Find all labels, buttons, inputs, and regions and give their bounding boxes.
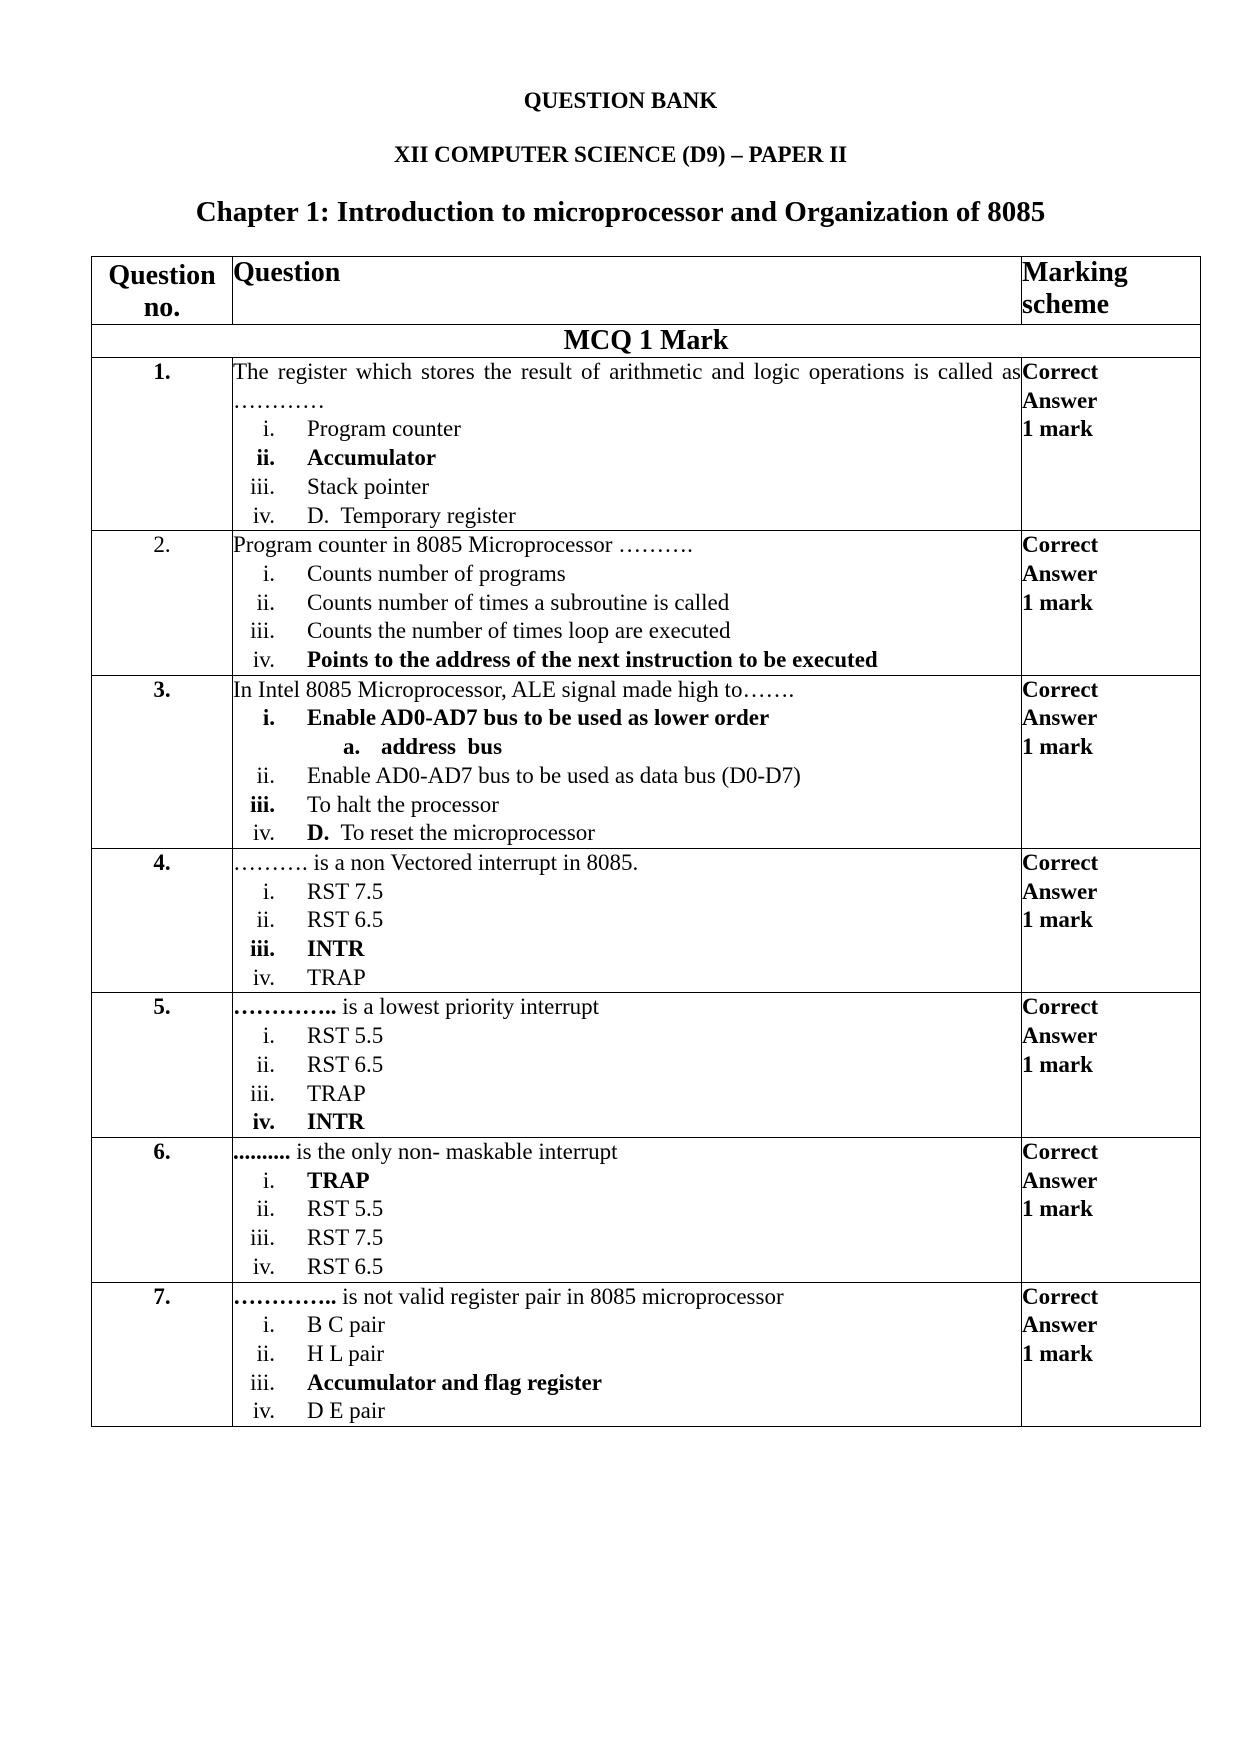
- marking-line: Correct: [1022, 532, 1099, 558]
- marking-line: Correct: [1022, 849, 1099, 875]
- option-text: To halt the processor: [307, 791, 499, 817]
- question-cell: [233, 358, 1022, 531]
- marking-scheme-cell: [1022, 531, 1201, 676]
- option-number: iv.: [252, 1253, 275, 1279]
- option-number: i.: [262, 1167, 275, 1193]
- question-stem: [233, 1138, 1021, 1167]
- marking-line: 1 mark: [1022, 1196, 1093, 1222]
- option-correct: [233, 935, 1021, 964]
- option-text: Counts number of times a subroutine is called: [307, 589, 730, 615]
- option-text: Counts the number of times loop are executed: [307, 618, 731, 644]
- question-table: [91, 256, 1201, 1427]
- stem-text: is a lowest priority interrupt: [342, 994, 600, 1020]
- option-correct: [233, 1167, 1021, 1196]
- option: [233, 560, 1021, 589]
- marking-line: Correct: [1022, 1138, 1099, 1164]
- question-cell: [233, 675, 1022, 848]
- question-stem: ………. is a non Vectored interrupt in 8085.: [233, 849, 639, 875]
- option-number: iii.: [250, 1225, 275, 1251]
- option-correct: [233, 444, 1021, 473]
- section-heading: MCQ 1 Mark: [92, 325, 1201, 358]
- option-number: i.: [262, 705, 275, 731]
- option-correct: [233, 1369, 1021, 1398]
- option-number: iv.: [252, 1109, 275, 1135]
- option-text: TRAP: [307, 964, 366, 990]
- option: [233, 1253, 1021, 1282]
- option-number: iv.: [252, 647, 275, 673]
- option-number: ii.: [256, 762, 275, 788]
- option-correct: [233, 646, 1021, 675]
- option-text: Accumulator and flag register: [307, 1369, 602, 1395]
- option: [233, 502, 1021, 531]
- option-number: iii.: [250, 791, 275, 817]
- question-number: 5.: [92, 993, 233, 1138]
- question-cell: [233, 848, 1022, 993]
- marking-line: 1 mark: [1022, 589, 1093, 615]
- option: [233, 617, 1021, 646]
- option-text: TRAP: [307, 1080, 366, 1106]
- option-prefix: D.: [307, 502, 330, 528]
- question-stem: The register which stores the result of arithmetic and logic operations is called as …………: [233, 359, 1021, 413]
- option-number: ii.: [256, 589, 275, 615]
- option-number: iii.: [250, 1080, 275, 1106]
- option: [233, 878, 1021, 907]
- marking-line: Correct: [1022, 676, 1099, 702]
- option-text: Enable AD0-AD7 bus to be used as data bus (D0-D7): [307, 762, 801, 788]
- option-text: D E pair: [307, 1398, 385, 1424]
- question-cell: [233, 1282, 1022, 1427]
- marking-scheme-cell: [1022, 848, 1201, 993]
- option-number: iv.: [252, 502, 275, 528]
- option: [233, 819, 1021, 848]
- option-number: iii.: [250, 1369, 275, 1395]
- option-text: RST 6.5: [307, 1051, 384, 1077]
- table-row: [92, 531, 1201, 676]
- document-title: QUESTION BANK: [523, 88, 718, 113]
- option: [233, 473, 1021, 502]
- option-text-wrap: [275, 819, 595, 848]
- marking-line: Answer: [1022, 1023, 1098, 1049]
- question-number: 1.: [92, 358, 233, 531]
- option-number: iv.: [252, 1398, 275, 1424]
- option: [233, 906, 1021, 935]
- option-text: Enable AD0-AD7 bus to be used as lower order: [307, 705, 770, 731]
- table-row: [92, 675, 1201, 848]
- option-number: i.: [262, 1023, 275, 1049]
- stem-lead: ..........: [233, 1138, 291, 1164]
- question-number: 2.: [92, 531, 233, 676]
- option-text: Accumulator: [307, 445, 437, 471]
- option: [233, 964, 1021, 993]
- option-number: iii.: [250, 473, 275, 499]
- stem-text: is the only non- maskable interrupt: [296, 1138, 618, 1164]
- option: [233, 762, 1021, 791]
- option-number: iv.: [252, 820, 275, 846]
- option-prefix: D.: [307, 820, 330, 846]
- option-number: ii.: [256, 1051, 275, 1077]
- option: [233, 415, 1021, 444]
- chapter-heading: Chapter 1: Introduction to microprocessor and Organization of 8085: [195, 196, 1046, 228]
- marking-line: Answer: [1022, 705, 1098, 731]
- marking-scheme-cell: [1022, 993, 1201, 1138]
- option-text: Counts number of programs: [307, 560, 566, 586]
- marking-line: Answer: [1022, 560, 1098, 586]
- option: [233, 1080, 1021, 1109]
- table-row: [92, 1282, 1201, 1427]
- option-text: RST 6.5: [307, 1253, 384, 1279]
- question-number: 4.: [92, 848, 233, 993]
- option-text: Stack pointer: [307, 473, 429, 499]
- option: [233, 1397, 1021, 1426]
- question-cell: [233, 1137, 1022, 1282]
- section-row: [92, 325, 1201, 358]
- marking-line: Correct: [1022, 359, 1099, 384]
- option-continuation: [233, 733, 1021, 762]
- option: [233, 1224, 1021, 1253]
- option-text: Program counter: [307, 416, 461, 442]
- option-text: H L pair: [307, 1340, 385, 1366]
- question-cell: [233, 531, 1022, 676]
- marking-scheme-cell: [1022, 1137, 1201, 1282]
- marking-scheme-cell: [1022, 1282, 1201, 1427]
- option: [233, 1195, 1021, 1224]
- marking-line: Answer: [1022, 387, 1098, 413]
- table-row: [92, 848, 1201, 993]
- option-text: Temporary register: [340, 502, 516, 528]
- option: [233, 1340, 1021, 1369]
- option-number: ii.: [256, 445, 275, 471]
- option: [233, 1051, 1021, 1080]
- option: [233, 1311, 1021, 1340]
- question-stem: [233, 993, 1021, 1022]
- marking-line: 1 mark: [1022, 1340, 1093, 1366]
- marking-line: Correct: [1022, 1283, 1099, 1309]
- option-text: B C pair: [307, 1312, 385, 1338]
- header-question-no: Question no.: [92, 257, 233, 325]
- option-text: RST 5.5: [307, 1196, 384, 1222]
- document-subtitle: XII COMPUTER SCIENCE (D9) – PAPER II: [393, 142, 848, 167]
- question-number: 6.: [92, 1137, 233, 1282]
- marking-line: 1 mark: [1022, 416, 1093, 442]
- header-marking-scheme: Marking scheme: [1022, 257, 1201, 325]
- option-number: iii.: [250, 618, 275, 644]
- option-number: iv.: [252, 964, 275, 990]
- option-text: RST 7.5: [307, 878, 384, 904]
- marking-line: Answer: [1022, 1167, 1098, 1193]
- question-stem: In Intel 8085 Microprocessor, ALE signal made high to…….: [233, 676, 795, 702]
- marking-line: 1 mark: [1022, 734, 1093, 760]
- option: [233, 1022, 1021, 1051]
- option-number: iii.: [250, 936, 275, 962]
- option-text: Points to the address of the next instruction to be executed: [307, 647, 878, 673]
- marking-scheme-cell: [1022, 675, 1201, 848]
- option-number: i.: [262, 560, 275, 586]
- option: [233, 791, 1021, 820]
- table-header-row: [92, 257, 1201, 325]
- option-number: ii.: [256, 1340, 275, 1366]
- option-correct: [233, 1108, 1021, 1137]
- question-cell: [233, 993, 1022, 1138]
- header-question: Question: [233, 257, 1022, 325]
- option: [233, 589, 1021, 618]
- option-number: i.: [262, 416, 275, 442]
- option-text: TRAP: [307, 1167, 370, 1193]
- marking-line: Correct: [1022, 994, 1099, 1020]
- stem-lead: …………..: [233, 1283, 337, 1309]
- option-text-wrap: [275, 502, 516, 531]
- option-number: i.: [262, 878, 275, 904]
- option-text: INTR: [307, 936, 365, 962]
- marking-line: 1 mark: [1022, 1051, 1093, 1077]
- option-number: ii.: [256, 907, 275, 933]
- table-row: [92, 358, 1201, 531]
- marking-line: 1 mark: [1022, 907, 1093, 933]
- marking-scheme-cell: [1022, 358, 1201, 531]
- question-stem: [233, 1283, 1021, 1312]
- question-number: 3.: [92, 675, 233, 848]
- option-number: i.: [262, 1312, 275, 1338]
- stem-text: is not valid register pair in 8085 microprocessor: [342, 1283, 784, 1309]
- option-text: RST 6.5: [307, 907, 384, 933]
- option-sub-number: a.: [343, 734, 361, 760]
- option-text: To reset the microprocessor: [340, 820, 595, 846]
- option-text: INTR: [307, 1109, 365, 1135]
- option-text: RST 7.5: [307, 1225, 384, 1251]
- stem-lead: …………..: [233, 994, 337, 1020]
- question-stem: Program counter in 8085 Microprocessor ……….: [233, 532, 693, 558]
- marking-line: Answer: [1022, 878, 1098, 904]
- marking-line: Answer: [1022, 1312, 1098, 1338]
- option-text: address bus: [381, 734, 503, 760]
- question-number: 7.: [92, 1282, 233, 1427]
- option-text: RST 5.5: [307, 1023, 384, 1049]
- option-number: ii.: [256, 1196, 275, 1222]
- table-row: [92, 1137, 1201, 1282]
- option-correct: [233, 704, 1021, 733]
- table-row: [92, 993, 1201, 1138]
